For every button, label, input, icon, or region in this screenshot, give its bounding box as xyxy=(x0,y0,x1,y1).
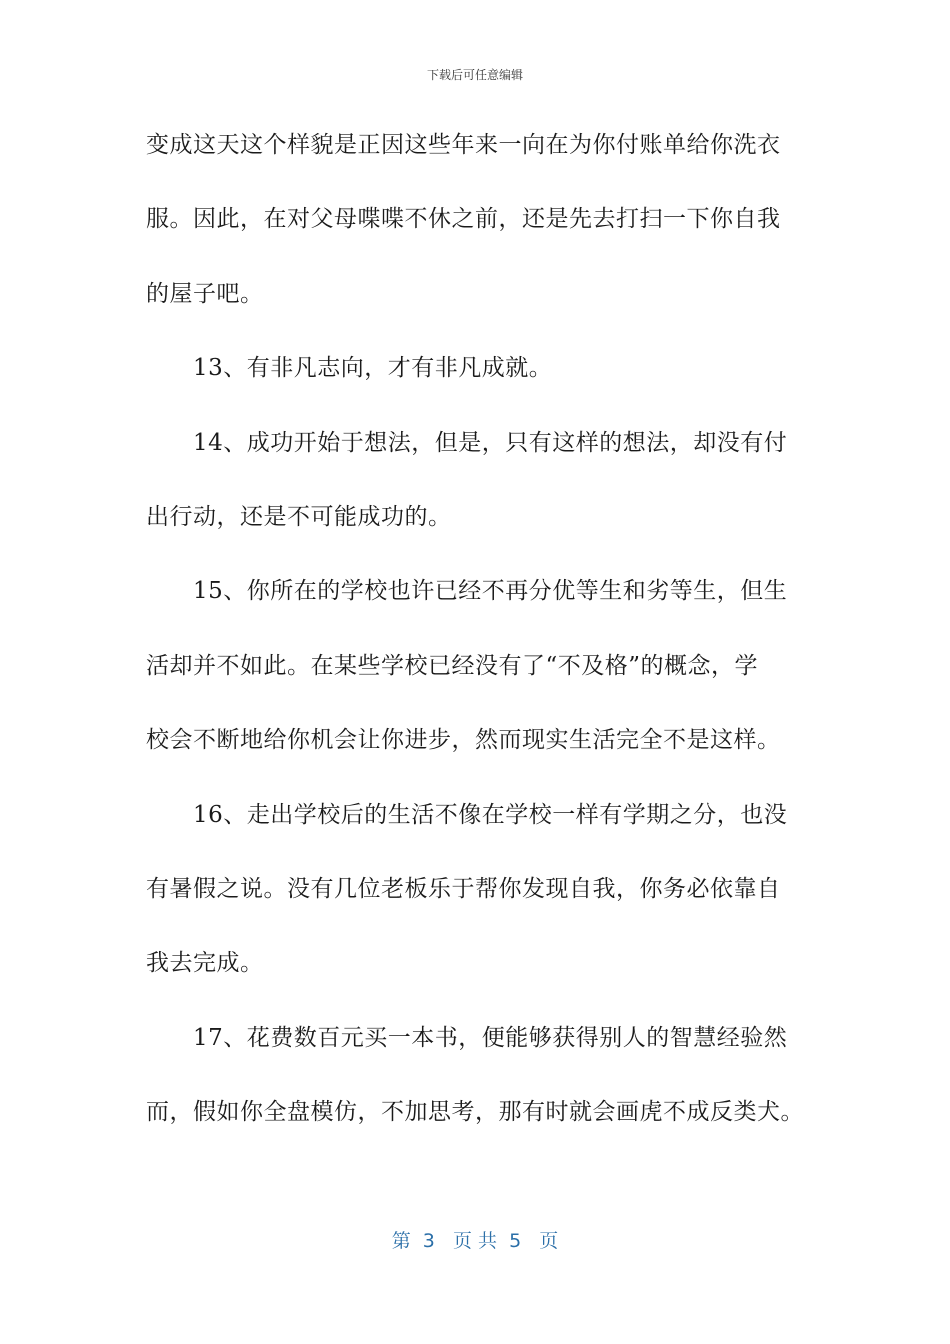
text-line: 的屋子吧。 xyxy=(146,280,264,307)
text-line: 有暑假之说。没有几位老板乐于帮你发现自我，你务必依靠自 xyxy=(146,875,781,902)
text-line: 而，假如你全盘模仿，不加思考，那有时就会画虎不成反类犬。 xyxy=(146,1099,804,1126)
text-line: 14、成功开始于想法，但是，只有这样的想法，却没有付 xyxy=(193,429,788,456)
text-line: 13、有非凡志向，才有非凡成就。 xyxy=(193,355,553,382)
text-line: 校会不断地给你机会让你进步，然而现实生活完全不是这样。 xyxy=(146,727,781,754)
text-line: 我去完成。 xyxy=(146,950,264,977)
text-line: 15、你所在的学校也许已经不再分优等生和劣等生，但生 xyxy=(193,578,788,605)
text-line: 活却并不如此。在某些学校已经没有了“不及格”的概念，学 xyxy=(146,652,759,679)
text-line: 出行动，还是不可能成功的。 xyxy=(146,503,452,530)
page-header-note: 下载后可任意编辑 xyxy=(426,68,523,82)
text-line: 变成这天这个样貌是正因这些年来一向在为你付账单给你洗衣 xyxy=(146,132,781,158)
text-line: 17、花费数百元买一本书，便能够获得别人的智慧经验然 xyxy=(193,1024,788,1051)
document-body xyxy=(146,120,812,1161)
page-number-footer: 第 3 页 共 5 页 xyxy=(391,1230,559,1252)
text-line: 16、走出学校后的生活不像在学校一样有学期之分，也没 xyxy=(193,801,788,828)
text-line: 服。因此，在对父母喋喋不休之前，还是先去打扫一下你自我 xyxy=(146,206,781,233)
